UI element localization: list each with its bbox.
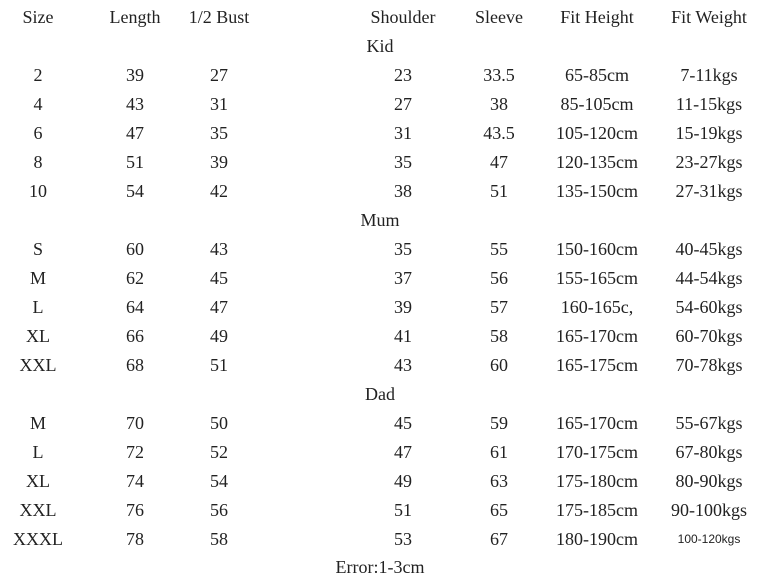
fit-weight-cell: 100-120kgs <box>677 532 741 546</box>
table-row <box>0 467 775 496</box>
size-cell: S <box>32 239 43 259</box>
fit-weight-cell: 67-80kgs <box>675 442 743 462</box>
length-cell: 70 <box>126 413 144 433</box>
bust-cell: 56 <box>210 500 228 520</box>
table-row <box>0 61 775 90</box>
shoulder-cell: 27 <box>394 94 412 114</box>
header-fit-height: Fit Height <box>560 7 634 27</box>
table-row <box>0 525 775 554</box>
fit-weight-cell: 54-60kgs <box>675 297 743 317</box>
header-shoulder: Shoulder <box>370 7 436 27</box>
bust-cell: 52 <box>210 442 228 462</box>
fit-weight-cell: 55-67kgs <box>675 413 743 433</box>
length-cell: 72 <box>126 442 144 462</box>
shoulder-cell: 31 <box>394 123 412 143</box>
size-cell: M <box>29 413 46 433</box>
size-cell: XXL <box>19 355 57 375</box>
bust-cell: 45 <box>210 268 228 288</box>
length-cell: 68 <box>126 355 144 375</box>
length-cell: 66 <box>126 326 144 346</box>
length-cell: 76 <box>126 500 144 520</box>
length-cell: 47 <box>126 123 144 143</box>
length-cell: 51 <box>126 152 144 172</box>
fit-height-cell: 85-105cm <box>560 94 634 114</box>
fit-height-cell: 150-160cm <box>556 239 638 259</box>
bust-cell: 51 <box>210 355 228 375</box>
fit-height-cell: 65-85cm <box>565 65 629 85</box>
size-cell: 6 <box>33 123 43 143</box>
size-cell: XXL <box>19 500 57 520</box>
header-fit-weight: Fit Weight <box>671 7 747 27</box>
sleeve-cell: 58 <box>490 326 508 346</box>
table-row <box>0 351 775 380</box>
sleeve-cell: 33.5 <box>483 65 515 85</box>
shoulder-cell: 51 <box>394 500 412 520</box>
fit-height-cell: 170-175cm <box>556 442 638 462</box>
bust-cell: 35 <box>210 123 228 143</box>
length-cell: 60 <box>126 239 144 259</box>
fit-height-cell: 165-170cm <box>556 326 638 346</box>
table-row <box>0 496 775 525</box>
fit-weight-cell: 70-78kgs <box>675 355 743 375</box>
length-cell: 54 <box>126 181 144 201</box>
size-cell: M <box>29 268 46 288</box>
fit-height-cell: 120-135cm <box>556 152 638 172</box>
fit-weight-cell: 60-70kgs <box>675 326 743 346</box>
shoulder-cell: 49 <box>394 471 412 491</box>
fit-height-cell: 135-150cm <box>556 181 638 201</box>
bust-cell: 27 <box>210 65 228 85</box>
sleeve-cell: 56 <box>490 268 508 288</box>
table-row <box>0 322 775 351</box>
group-title-dad: Dad <box>365 384 395 404</box>
fit-weight-cell: 11-15kgs <box>675 94 743 114</box>
shoulder-cell: 37 <box>394 268 412 288</box>
header-half-bust: 1/2 Bust <box>188 7 250 27</box>
shoulder-cell: 23 <box>394 65 412 85</box>
sleeve-cell: 60 <box>490 355 508 375</box>
sleeve-cell: 38 <box>490 94 508 114</box>
sleeve-cell: 43.5 <box>483 123 515 143</box>
bust-cell: 39 <box>210 152 228 172</box>
length-cell: 78 <box>126 529 144 549</box>
shoulder-cell: 39 <box>394 297 412 317</box>
sleeve-cell: 63 <box>490 471 508 491</box>
bust-cell: 54 <box>210 471 228 491</box>
sleeve-cell: 67 <box>490 529 508 549</box>
sleeve-cell: 59 <box>490 413 508 433</box>
fit-height-cell: 105-120cm <box>556 123 638 143</box>
table-row <box>0 438 775 467</box>
header-size: Size <box>22 7 54 27</box>
table-row <box>0 90 775 119</box>
fit-height-cell: 155-165cm <box>556 268 638 288</box>
bust-cell: 49 <box>210 326 228 346</box>
header-length: Length <box>109 7 161 27</box>
table-row <box>0 148 775 177</box>
sleeve-cell: 55 <box>490 239 508 259</box>
shoulder-cell: 53 <box>394 529 412 549</box>
fit-height-cell: 165-170cm <box>556 413 638 433</box>
length-cell: 43 <box>126 94 144 114</box>
shoulder-cell: 47 <box>394 442 412 462</box>
fit-height-cell: 180-190cm <box>556 529 638 549</box>
size-cell: 8 <box>33 152 43 172</box>
fit-height-cell: 175-185cm <box>556 500 638 520</box>
fit-weight-cell: 80-90kgs <box>675 471 743 491</box>
group-title-kid: Kid <box>366 36 394 56</box>
fit-height-cell: 160-165c, <box>560 297 634 317</box>
size-cell: 10 <box>29 181 47 201</box>
table-row <box>0 119 775 148</box>
size-cell: L <box>32 442 44 462</box>
header-row <box>0 3 775 32</box>
fit-weight-cell: 27-31kgs <box>675 181 743 201</box>
bust-cell: 58 <box>210 529 228 549</box>
shoulder-cell: 43 <box>394 355 412 375</box>
fit-weight-cell: 15-19kgs <box>675 123 743 143</box>
sleeve-cell: 51 <box>490 181 508 201</box>
error-note: Error:1-3cm <box>335 557 425 577</box>
shoulder-cell: 35 <box>394 152 412 172</box>
fit-weight-cell: 23-27kgs <box>675 152 743 172</box>
length-cell: 74 <box>126 471 144 491</box>
bust-cell: 42 <box>210 181 228 201</box>
length-cell: 64 <box>126 297 144 317</box>
length-cell: 62 <box>126 268 144 288</box>
shoulder-cell: 41 <box>394 326 412 346</box>
size-cell: L <box>32 297 44 317</box>
size-cell: XXXL <box>13 529 63 549</box>
size-cell: 2 <box>33 65 43 85</box>
fit-weight-cell: 40-45kgs <box>675 239 743 259</box>
fit-weight-cell: 90-100kgs <box>671 500 747 520</box>
bust-cell: 31 <box>210 94 228 114</box>
sleeve-cell: 57 <box>490 297 508 317</box>
group-title-mum: Mum <box>360 210 400 230</box>
size-cell: XL <box>26 471 50 491</box>
bust-cell: 50 <box>210 413 228 433</box>
sleeve-cell: 47 <box>490 152 508 172</box>
shoulder-cell: 45 <box>394 413 412 433</box>
table-row <box>0 264 775 293</box>
shoulder-cell: 38 <box>394 181 412 201</box>
sleeve-cell: 65 <box>490 500 508 520</box>
header-sleeve: Sleeve <box>475 7 523 27</box>
fit-height-cell: 175-180cm <box>556 471 638 491</box>
table-row <box>0 235 775 264</box>
sleeve-cell: 61 <box>490 442 508 462</box>
size-cell: XL <box>26 326 50 346</box>
bust-cell: 47 <box>210 297 228 317</box>
length-cell: 39 <box>126 65 144 85</box>
size-cell: 4 <box>33 94 43 114</box>
table-row <box>0 293 775 322</box>
fit-weight-cell: 7-11kgs <box>680 65 738 85</box>
fit-weight-cell: 44-54kgs <box>675 268 743 288</box>
table-row <box>0 177 775 206</box>
table-row <box>0 409 775 438</box>
bust-cell: 43 <box>210 239 228 259</box>
fit-height-cell: 165-175cm <box>556 355 638 375</box>
shoulder-cell: 35 <box>394 239 412 259</box>
